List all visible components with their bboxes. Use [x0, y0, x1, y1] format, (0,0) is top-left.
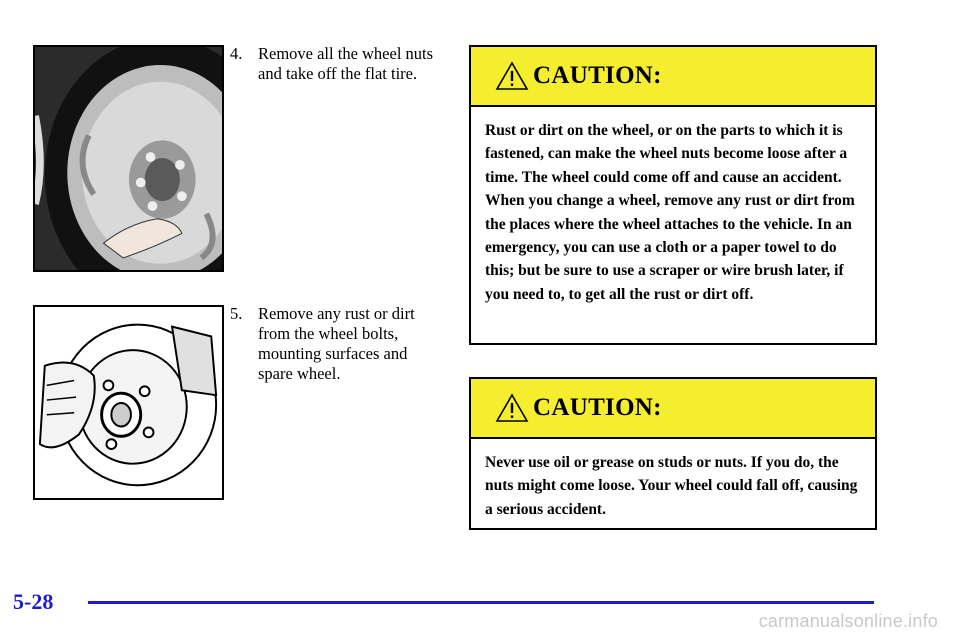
wheel-nuts-photo — [33, 45, 224, 272]
caution-title: CAUTION: — [533, 394, 662, 421]
rust-removal-illustration — [33, 305, 224, 500]
footer-rule — [88, 601, 874, 604]
caution-body: Never use oil or grease on studs or nuts. If you do, the nuts might come loose. Your wheel could fall off, causing a serious accident. — [485, 454, 858, 518]
caution-header — [471, 47, 875, 107]
caution-title: CAUTION: — [533, 62, 662, 89]
step-text: Remove all the wheel nuts and take off the flat tire. — [258, 44, 434, 83]
step-4 — [230, 44, 440, 84]
step-5 — [230, 304, 440, 384]
warning-icon — [495, 61, 529, 91]
page-number: 5-28 — [13, 589, 54, 614]
wheel-illustration — [35, 47, 222, 270]
warning-icon — [495, 393, 529, 423]
caution-header — [471, 379, 875, 439]
caution-body: Rust or dirt on the wheel, or on the parts to which it is fastened, can make the wheel nuts become loose after a time. The wheel could come off and cause an accident. When you change a wheel, remove any rust or dirt from the places where the wheel attaches to the vehicle. In an emergency, you can use a cloth or a paper towel to do this; but be sure to use a scraper or wire brush later, if you need to, to get all the rust or dirt off. — [485, 122, 855, 303]
step-number: 4. — [230, 44, 243, 63]
watermark: carmanualsonline.info — [758, 611, 938, 631]
caution-box-oil — [469, 377, 877, 530]
step-text: Remove any rust or dirt from the wheel bolts, mounting surfaces and spare wheel. — [258, 304, 415, 383]
hub-illustration — [35, 307, 222, 498]
step-number: 5. — [230, 304, 243, 323]
caution-box-rust — [469, 45, 877, 345]
